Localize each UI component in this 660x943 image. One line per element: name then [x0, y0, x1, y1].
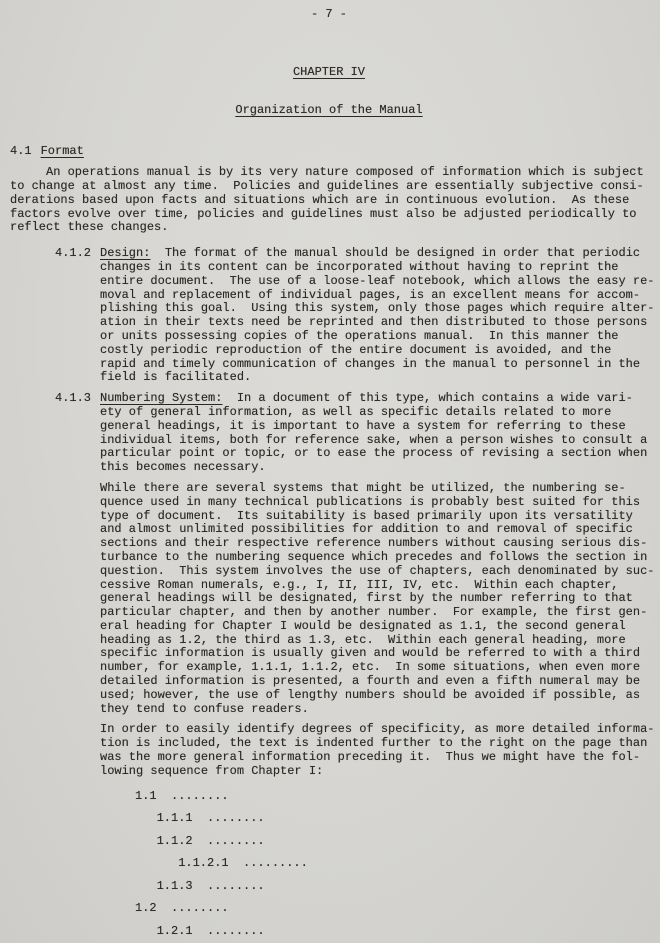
document-title-row: [10, 104, 648, 118]
subsection-4-1-2: [55, 246, 655, 385]
document-title: Organization of the Manual: [235, 102, 423, 117]
chapter-heading-row: [10, 66, 648, 80]
subsection-4-1-3-paragraph-2: While there are several systems that might be utilized, the numbering se- quence used in many technical publications is probably best suited for this type of document. Its suitability is based primarily upon its versatility and almost unlimited possibilities for addition to and removal of specific sections and their respective reference numbers without causing serious dis- turbance to the numbering sequence which precedes and follows the section in question. This system involves the use of chapters, each denominated by suc- cessive Roman numerals, e.g., I, II, III, IV, etc. Within each chapter, general headings will be designated, first by the number referring to that particular chapter, and then by another number. For example, the first gen- eral heading for Chapter I would be designated as 1.1, the second general heading as 1.2, the third as 1.3, etc. Within each general heading, more specific information is usually given and would be referred to with a third number, for example, 1.1.1, 1.1.2, etc. In some situations, when even more detailed information is presented, a fourth and even a fifth numeral may be used; however, the use of lengthy numbers should be avoided if possible, as they tend to confuse readers.: [100, 480, 655, 716]
sequence-line-1-1: 1.1 ........: [135, 788, 229, 803]
subsection-4-1-2-text: The format of the manual should be designed in order that periodic changes in its content can be incorporated without having to reprint the entire document. The use of a loose-leaf notebook, which allows the easy re- moval and replacement of individual pages, is an excellent means for accom- plishing this goal. Using this system, only those pages which require alter- ation in their texts need be reprinted and then distributed to those persons or units possessing copies of the operations manual. In this manner the costly periodic reproduction of the entire document is avoided, and the rapid and timely communication of changes in the manual to personnel in the field is facilitated.: [100, 246, 655, 385]
section-4-1-number: 4.1: [10, 144, 32, 159]
subsection-4-1-3-heading: Numbering System:: [100, 391, 223, 406]
sequence-line-1-1-2-1: 1.1.2.1 .........: [135, 856, 308, 871]
page-header: [10, 8, 648, 22]
subsection-4-1-3-paragraph-3: In order to easily identify degrees of specificity, as more detailed informa- tion is included, the text is indented further to the right on the page than was the more general information preceding it. Thus we might have the fol- lowing sequence from Chapter I:: [100, 722, 655, 778]
sequence-line-1-2-1: 1.2.1 ........: [135, 923, 265, 938]
subsection-4-1-3-body: [100, 392, 648, 475]
section-4-1-heading: Format: [40, 144, 84, 159]
sequence-line-1-1-2: 1.1.2 ........: [135, 833, 265, 848]
numbering-sequence-example: [135, 790, 648, 939]
section-4-1-paragraph: An operations manual is by its very nature composed of information which is subject to change at almost any time. Policies and guidelines are essentially subjective consi- derations based upon facts and situations which are in continuous evolution. As these factors evolve over time, policies and guidelines must also be adjusted periodically to reflect these changes.: [10, 165, 644, 235]
chapter-heading: CHAPTER IV: [292, 64, 365, 79]
section-4-1-heading-row: [10, 145, 648, 159]
sequence-line-1-1-3: 1.1.3 ........: [135, 878, 265, 893]
subsection-4-1-3-number: 4.1.3: [55, 391, 92, 406]
sequence-line-1-1-1: 1.1.1 ........: [135, 811, 265, 826]
subsection-4-1-3-text: In a document of this type, which contains a wide vari- ety of general information, as well as specific details related to more general headings, it is important to have a system for referring to these individual items, both for reference sake, when a person wishes to consult a particular point or topic, or to ease the process of revising a section when this becomes necessary.: [100, 391, 648, 475]
subsection-4-1-2-number: 4.1.2: [55, 246, 92, 261]
sequence-line-1-2: 1.2 ........: [135, 901, 229, 916]
subsection-4-1-3: [55, 392, 648, 475]
page-number: - 7 -: [310, 7, 347, 21]
subsection-4-1-2-heading: Design:: [100, 246, 151, 261]
subsection-4-1-2-body: [100, 247, 655, 385]
